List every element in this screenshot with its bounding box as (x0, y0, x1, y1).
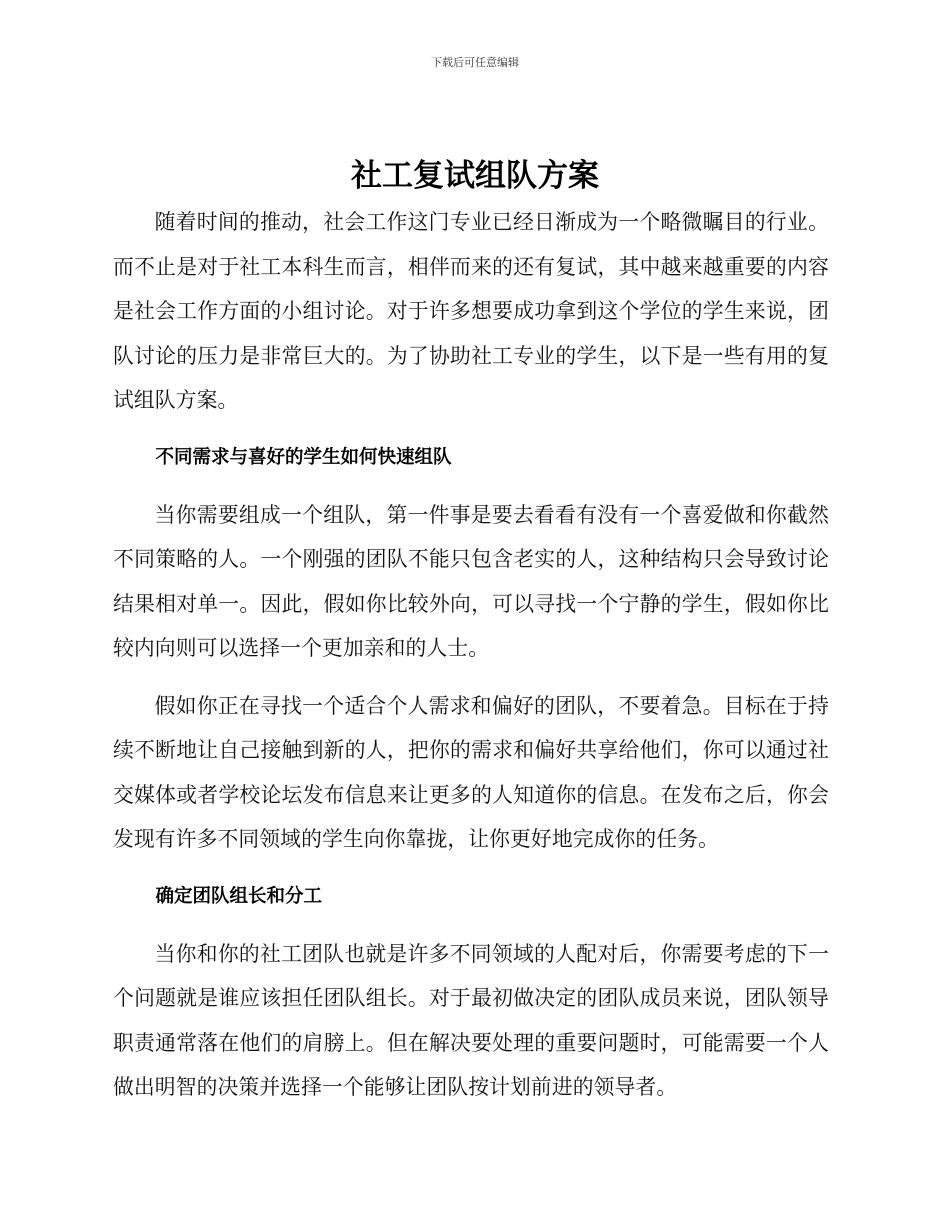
section-paragraph: 当你和你的社工团队也就是许多不同领域的人配对后，你需要考虑的下一个问题就是谁应该担任团队组长。对于最初做决定的团队成员来说，团队领导职责通常落在他们的肩膀上。但在解决要处理的重要问题时，可能需要一个人做出明智的决策并选择一个能够让团队按计划前进的领导者。 (113, 941, 829, 1099)
document-body (113, 200, 829, 1123)
section-heading: 确定团队组长和分工 (155, 885, 323, 907)
section-1 (113, 436, 829, 862)
section-2 (113, 875, 829, 1110)
section-heading: 不同需求与喜好的学生如何快速组队 (155, 446, 452, 468)
section-paragraph: 假如你正在寻找一个适合个人需求和偏好的团队，不要着急。目标在于持续不断地让自己接触到新的人，把你的需求和偏好共享给他们，你可以通过社交媒体或者学校论坛发布信息来让更多的人知道你的信息。在发布之后，你会发现有许多不同领域的学生向你靠拢，让你更好地完成你的任务。 (113, 693, 829, 851)
section-paragraph: 当你需要组成一个组队，第一件事是要去看看有没有一个喜爱做和你截然不同策略的人。一个刚强的团队不能只包含老实的人，这种结构只会导致讨论结果相对单一。因此，假如你比较外向，可以寻找一个宁静的学生，假如你比较内向则可以选择一个更加亲和的人士。 (113, 502, 829, 660)
intro-paragraph: 随着时间的推动，社会工作这门专业已经日渐成为一个略微瞩目的行业。而不止是对于社工本科生而言，相伴而来的还有复试，其中越来越重要的内容是社会工作方面的小组讨论。对于许多想要成功拿到这个学位的学生来说，团队讨论的压力是非常巨大的。为了协助社工专业的学生，以下是一些有用的复试组队方案。 (113, 210, 829, 412)
document-title: 社工复试组队方案 (351, 158, 599, 194)
page-header-note: 下载后可任意编辑 (431, 56, 519, 69)
